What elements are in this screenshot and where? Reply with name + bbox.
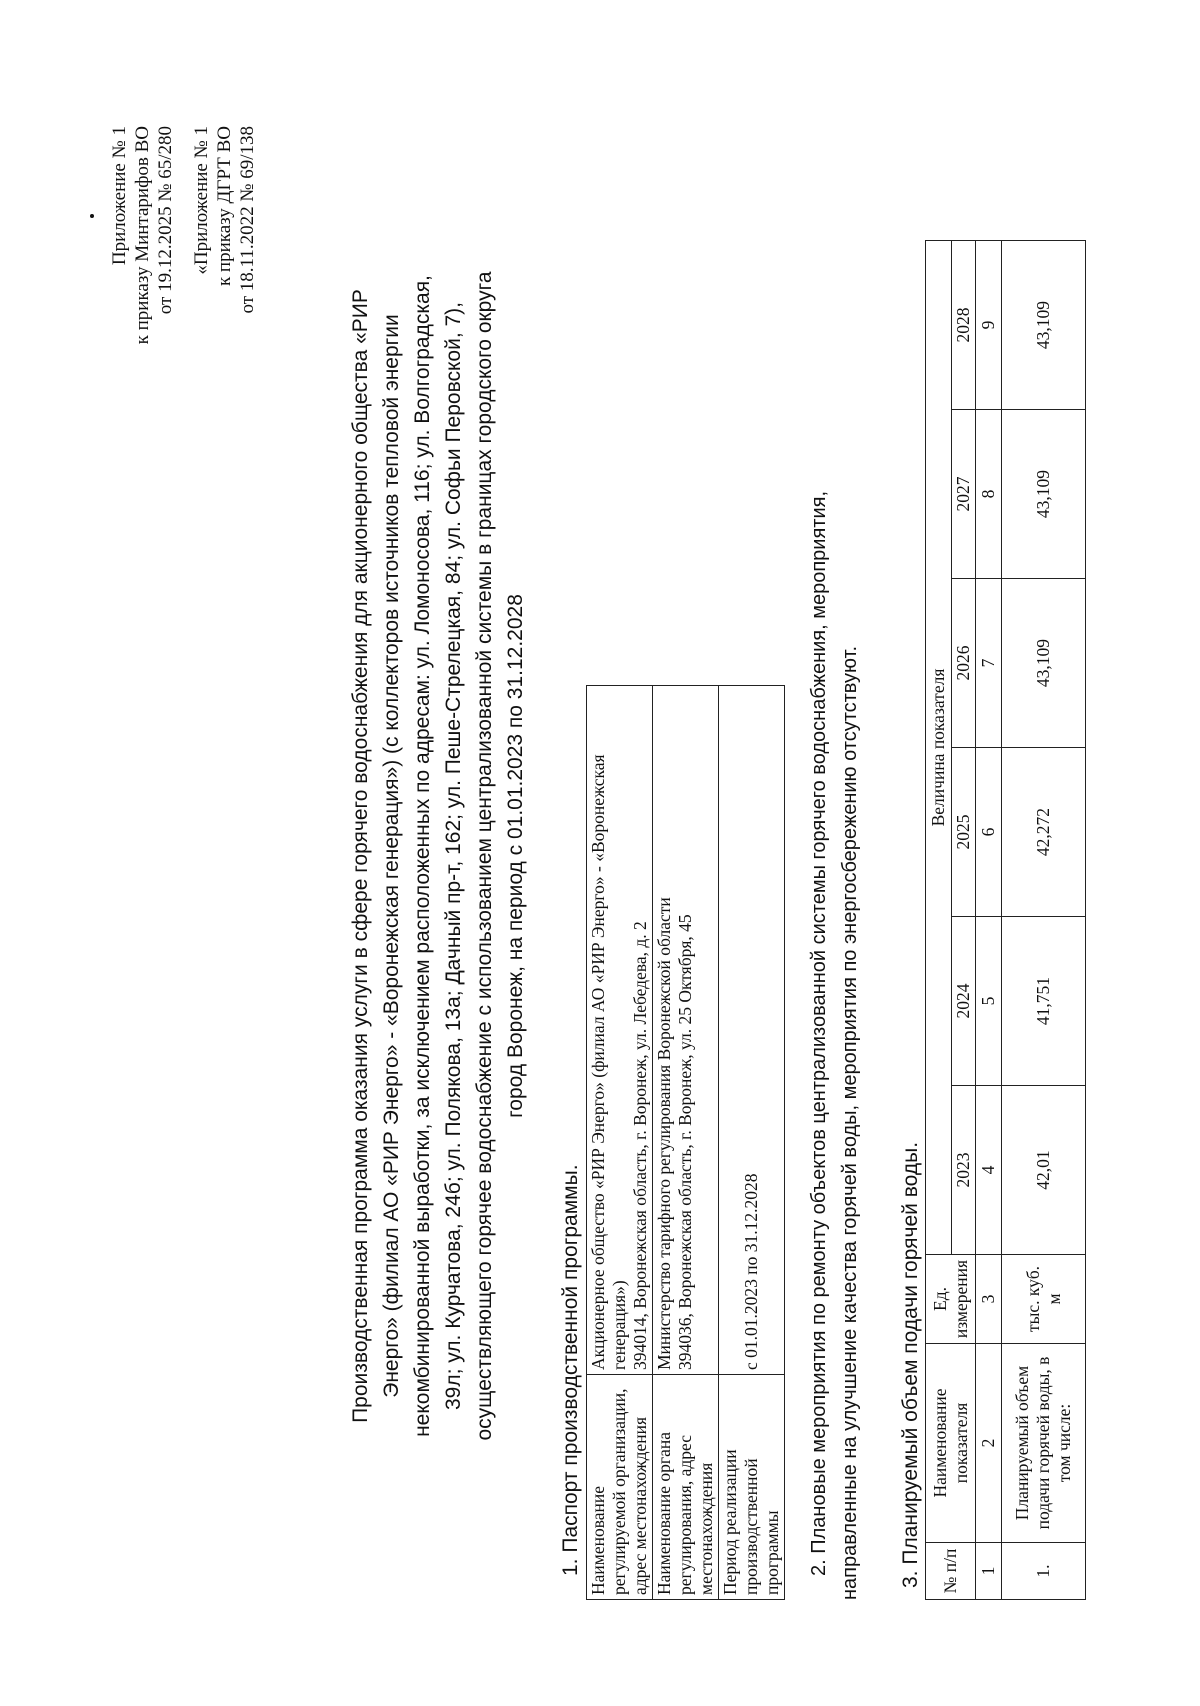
column-index: 9: [976, 241, 1002, 410]
row-num: 1.: [1002, 1543, 1086, 1600]
document-title: [345, 126, 531, 1586]
header-year: 2023: [952, 1086, 976, 1255]
header-year: 2026: [952, 579, 976, 748]
title-line: город Воронеж, на период с 01.01.2023 по 31.12.2028: [504, 594, 527, 1118]
row-value: 42,272: [1002, 748, 1086, 917]
column-index: 7: [976, 579, 1002, 748]
column-index: 4: [976, 1086, 1002, 1255]
header-value-group: Величина показателя: [926, 241, 952, 1255]
appendix-note-current: [108, 126, 177, 456]
section1-heading: 1. Паспорт производственной программы.: [559, 1164, 582, 1576]
title-line: некомбинированной выработки, за исключением расположенных по адресам: ул. Ломоносова, 116; ул. Волгоградская,: [411, 275, 434, 1437]
passport-value: [653, 686, 719, 1375]
row-value: 42,01: [1002, 1086, 1086, 1255]
scan-dot-mark: [90, 214, 94, 218]
header-name: Наименование показателя: [926, 1344, 976, 1543]
row-value: 43,109: [1002, 410, 1086, 579]
passport-value-line: 394036, Воронежская область, г. Воронеж, ул. 25 Октября, 45: [675, 914, 695, 1370]
title-line: Энерго» (филиал АО «РИР Энерго» - «Воронежская генерация») (с коллекторов источников тепловой энергии: [380, 314, 403, 1398]
section3-heading: 3. Планируемый объем подачи горячей воды.: [899, 1141, 922, 1588]
row-value: 43,109: [1002, 241, 1086, 410]
passport-value-line: Министерство тарифного регулирования Воронежской области: [654, 897, 674, 1370]
row-value: 43,109: [1002, 579, 1086, 748]
column-index-row: [976, 241, 1002, 1600]
header-num: № п/п: [926, 1543, 976, 1600]
passport-row: [653, 686, 719, 1600]
appendix-line: Приложение № 1: [109, 126, 130, 266]
header-year: 2027: [952, 410, 976, 579]
column-index: 3: [976, 1255, 1002, 1344]
title-line: 39л; ул. Курчатова, 24б; ул. Полякова, 13а; Дачный пр-т, 162; ул. Пеше-Стрелецкая, 84; ул. Софьи Перовской, 7),: [442, 301, 465, 1411]
column-index: 2: [976, 1344, 1002, 1543]
appendix-line: от 18.11.2022 № 69/138: [237, 126, 258, 314]
passport-label: Наименование органа регулирования, адрес местонахождения: [653, 1375, 719, 1600]
table-header-row: [926, 241, 952, 1600]
passport-value-line: Акционерное общество «РИР Энерго» (филиал АО «РИР Энерго» - «Воронежская генерация»): [588, 754, 629, 1370]
program-passport-table: [586, 685, 785, 1600]
passport-label: Период реализации производственной программы: [719, 1375, 785, 1600]
row-unit: тыс. куб. м: [1002, 1255, 1086, 1344]
title-line: Производственная программа оказания услуги в сфере горячего водоснабжения для акционерного общества «РИР: [349, 289, 372, 1423]
passport-value: [719, 686, 785, 1375]
passport-label: Наименование регулируемой организации, адрес местонахождения: [587, 1375, 653, 1600]
passport-value: [587, 686, 653, 1375]
section2-text: [804, 40, 866, 1600]
appendix-line: к приказу ДГРТ ВО: [214, 126, 235, 287]
column-index: 5: [976, 917, 1002, 1086]
column-index: 6: [976, 748, 1002, 917]
row-value: 41,751: [1002, 917, 1086, 1086]
passport-row: [587, 686, 653, 1600]
column-index: 8: [976, 410, 1002, 579]
header-year: 2025: [952, 748, 976, 917]
appendix-line: «Приложение № 1: [191, 126, 212, 275]
section2-line: направленные на улучшение качества горячей воды, мероприятия по энергосбережению отсутствуют.: [839, 645, 861, 1600]
header-year: 2024: [952, 917, 976, 1086]
passport-row: [719, 686, 785, 1600]
appendix-line: от 19.12.2025 № 65/280: [155, 126, 176, 315]
appendix-line: к приказу Минтарифов ВО: [132, 126, 153, 345]
header-unit: Ед. измерения: [926, 1255, 976, 1344]
passport-value-line: с 01.01.2023 по 31.12.2028: [741, 1173, 761, 1370]
section2-line: 2. Плановые мероприятия по ремонту объектов централизованной системы горячего водоснабжения, мероприятия,: [808, 490, 830, 1576]
row-name: Планируемый объем подачи горячей воды, в том числе:: [1002, 1344, 1086, 1543]
hot-water-volume-table: [925, 240, 1086, 1600]
passport-value-line: 394014, Воронежская область, г. Воронеж, ул. Лебедева, д. 2: [630, 921, 650, 1370]
header-year: 2028: [952, 241, 976, 410]
table-row: [1002, 241, 1086, 1600]
column-index: 1: [976, 1543, 1002, 1600]
appendix-note-previous: [190, 126, 259, 456]
title-line: осуществляющего горячее водоснабжение с использованием централизованной системы в границах городского округа: [473, 271, 496, 1441]
